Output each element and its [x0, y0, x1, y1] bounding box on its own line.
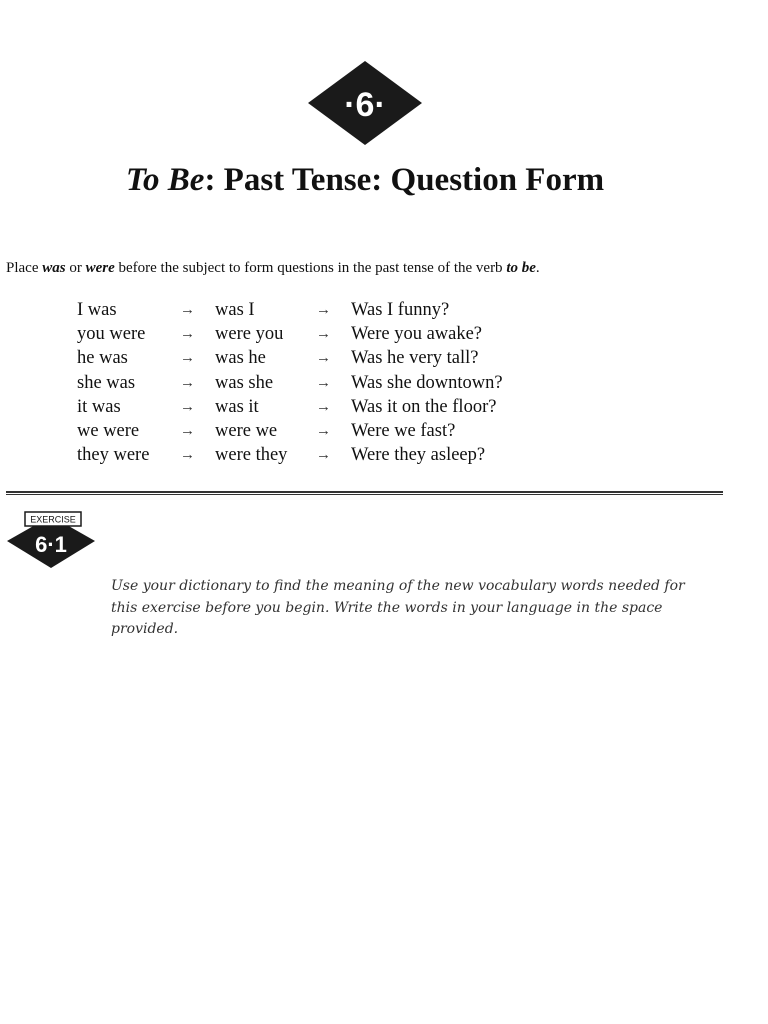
chapter-number: ·6·: [344, 86, 386, 124]
inverted-cell: was it: [215, 396, 259, 417]
exercise-diamond-icon: [5, 508, 97, 570]
example-cell: Were they asleep?: [351, 445, 486, 466]
arrow-icon: →: [180, 398, 195, 415]
statement-cell: we were: [77, 421, 140, 442]
inverted-cell: were we: [215, 421, 278, 442]
conjugation-table: [77, 298, 503, 468]
arrow-icon: →: [180, 301, 195, 318]
inverted-cell: was she: [215, 372, 274, 393]
statement-cell: he was: [77, 348, 128, 369]
inverted-cell: were you: [215, 323, 284, 344]
intro-text: .: [535, 260, 540, 276]
chapter-title: [0, 162, 730, 199]
arrow-icon: →: [316, 374, 331, 391]
chapter-title-rest: : Past Tense: Question Form: [204, 162, 605, 198]
intro-keyword-to-be: to be: [506, 260, 536, 276]
chapter-title-italic: To Be: [125, 162, 205, 198]
section-divider: [6, 491, 723, 495]
statement-cell: you were: [77, 323, 146, 344]
arrow-icon: →: [316, 398, 331, 415]
table-row: [77, 298, 503, 322]
arrow-icon: →: [180, 423, 195, 440]
table-row: [77, 444, 503, 468]
exercise-label: EXERCISE: [30, 514, 76, 525]
intro-text: or: [65, 260, 86, 276]
arrow-icon: →: [316, 301, 331, 318]
intro-text: before the subject to form questions in the past tense of the verb: [114, 260, 507, 276]
statement-cell: they were: [77, 445, 150, 466]
statement-cell: it was: [77, 396, 121, 417]
statement-cell: she was: [77, 372, 136, 393]
example-cell: Were we fast?: [351, 421, 456, 442]
arrow-icon: →: [180, 325, 195, 342]
example-cell: Was he very tall?: [351, 348, 479, 369]
diamond-icon: [306, 59, 424, 147]
arrow-icon: →: [316, 423, 331, 440]
arrow-icon: →: [316, 447, 331, 464]
exercise-badge: [5, 508, 97, 570]
inverted-cell: was I: [215, 299, 255, 320]
arrow-icon: →: [180, 374, 195, 391]
inverted-cell: was he: [215, 348, 266, 369]
example-cell: Was it on the floor?: [351, 396, 497, 417]
example-cell: Was I funny?: [351, 299, 450, 320]
table-row: [77, 419, 503, 443]
intro-text: Place: [6, 260, 43, 276]
example-cell: Were you awake?: [351, 323, 483, 344]
exercise-instructions: Use your dictionary to find the meaning of the new vocabulary words needed for this exercise before you begin. Write the words in your language in the space provided.: [111, 578, 685, 637]
exercise-number: 6·1: [35, 532, 67, 557]
arrow-icon: →: [180, 447, 195, 464]
intro-keyword-were: were: [85, 260, 115, 276]
intro-paragraph: [6, 260, 540, 277]
intro-keyword-was: was: [42, 260, 66, 276]
table-row: [77, 347, 503, 371]
inverted-cell: were they: [215, 445, 288, 466]
example-cell: Was she downtown?: [351, 372, 503, 393]
table-row: [77, 322, 503, 346]
table-row: [77, 371, 503, 395]
arrow-icon: →: [316, 350, 331, 367]
table-row: [77, 395, 503, 419]
chapter-badge: [306, 59, 424, 147]
arrow-icon: →: [316, 325, 331, 342]
statement-cell: I was: [77, 299, 117, 320]
arrow-icon: →: [180, 350, 195, 367]
